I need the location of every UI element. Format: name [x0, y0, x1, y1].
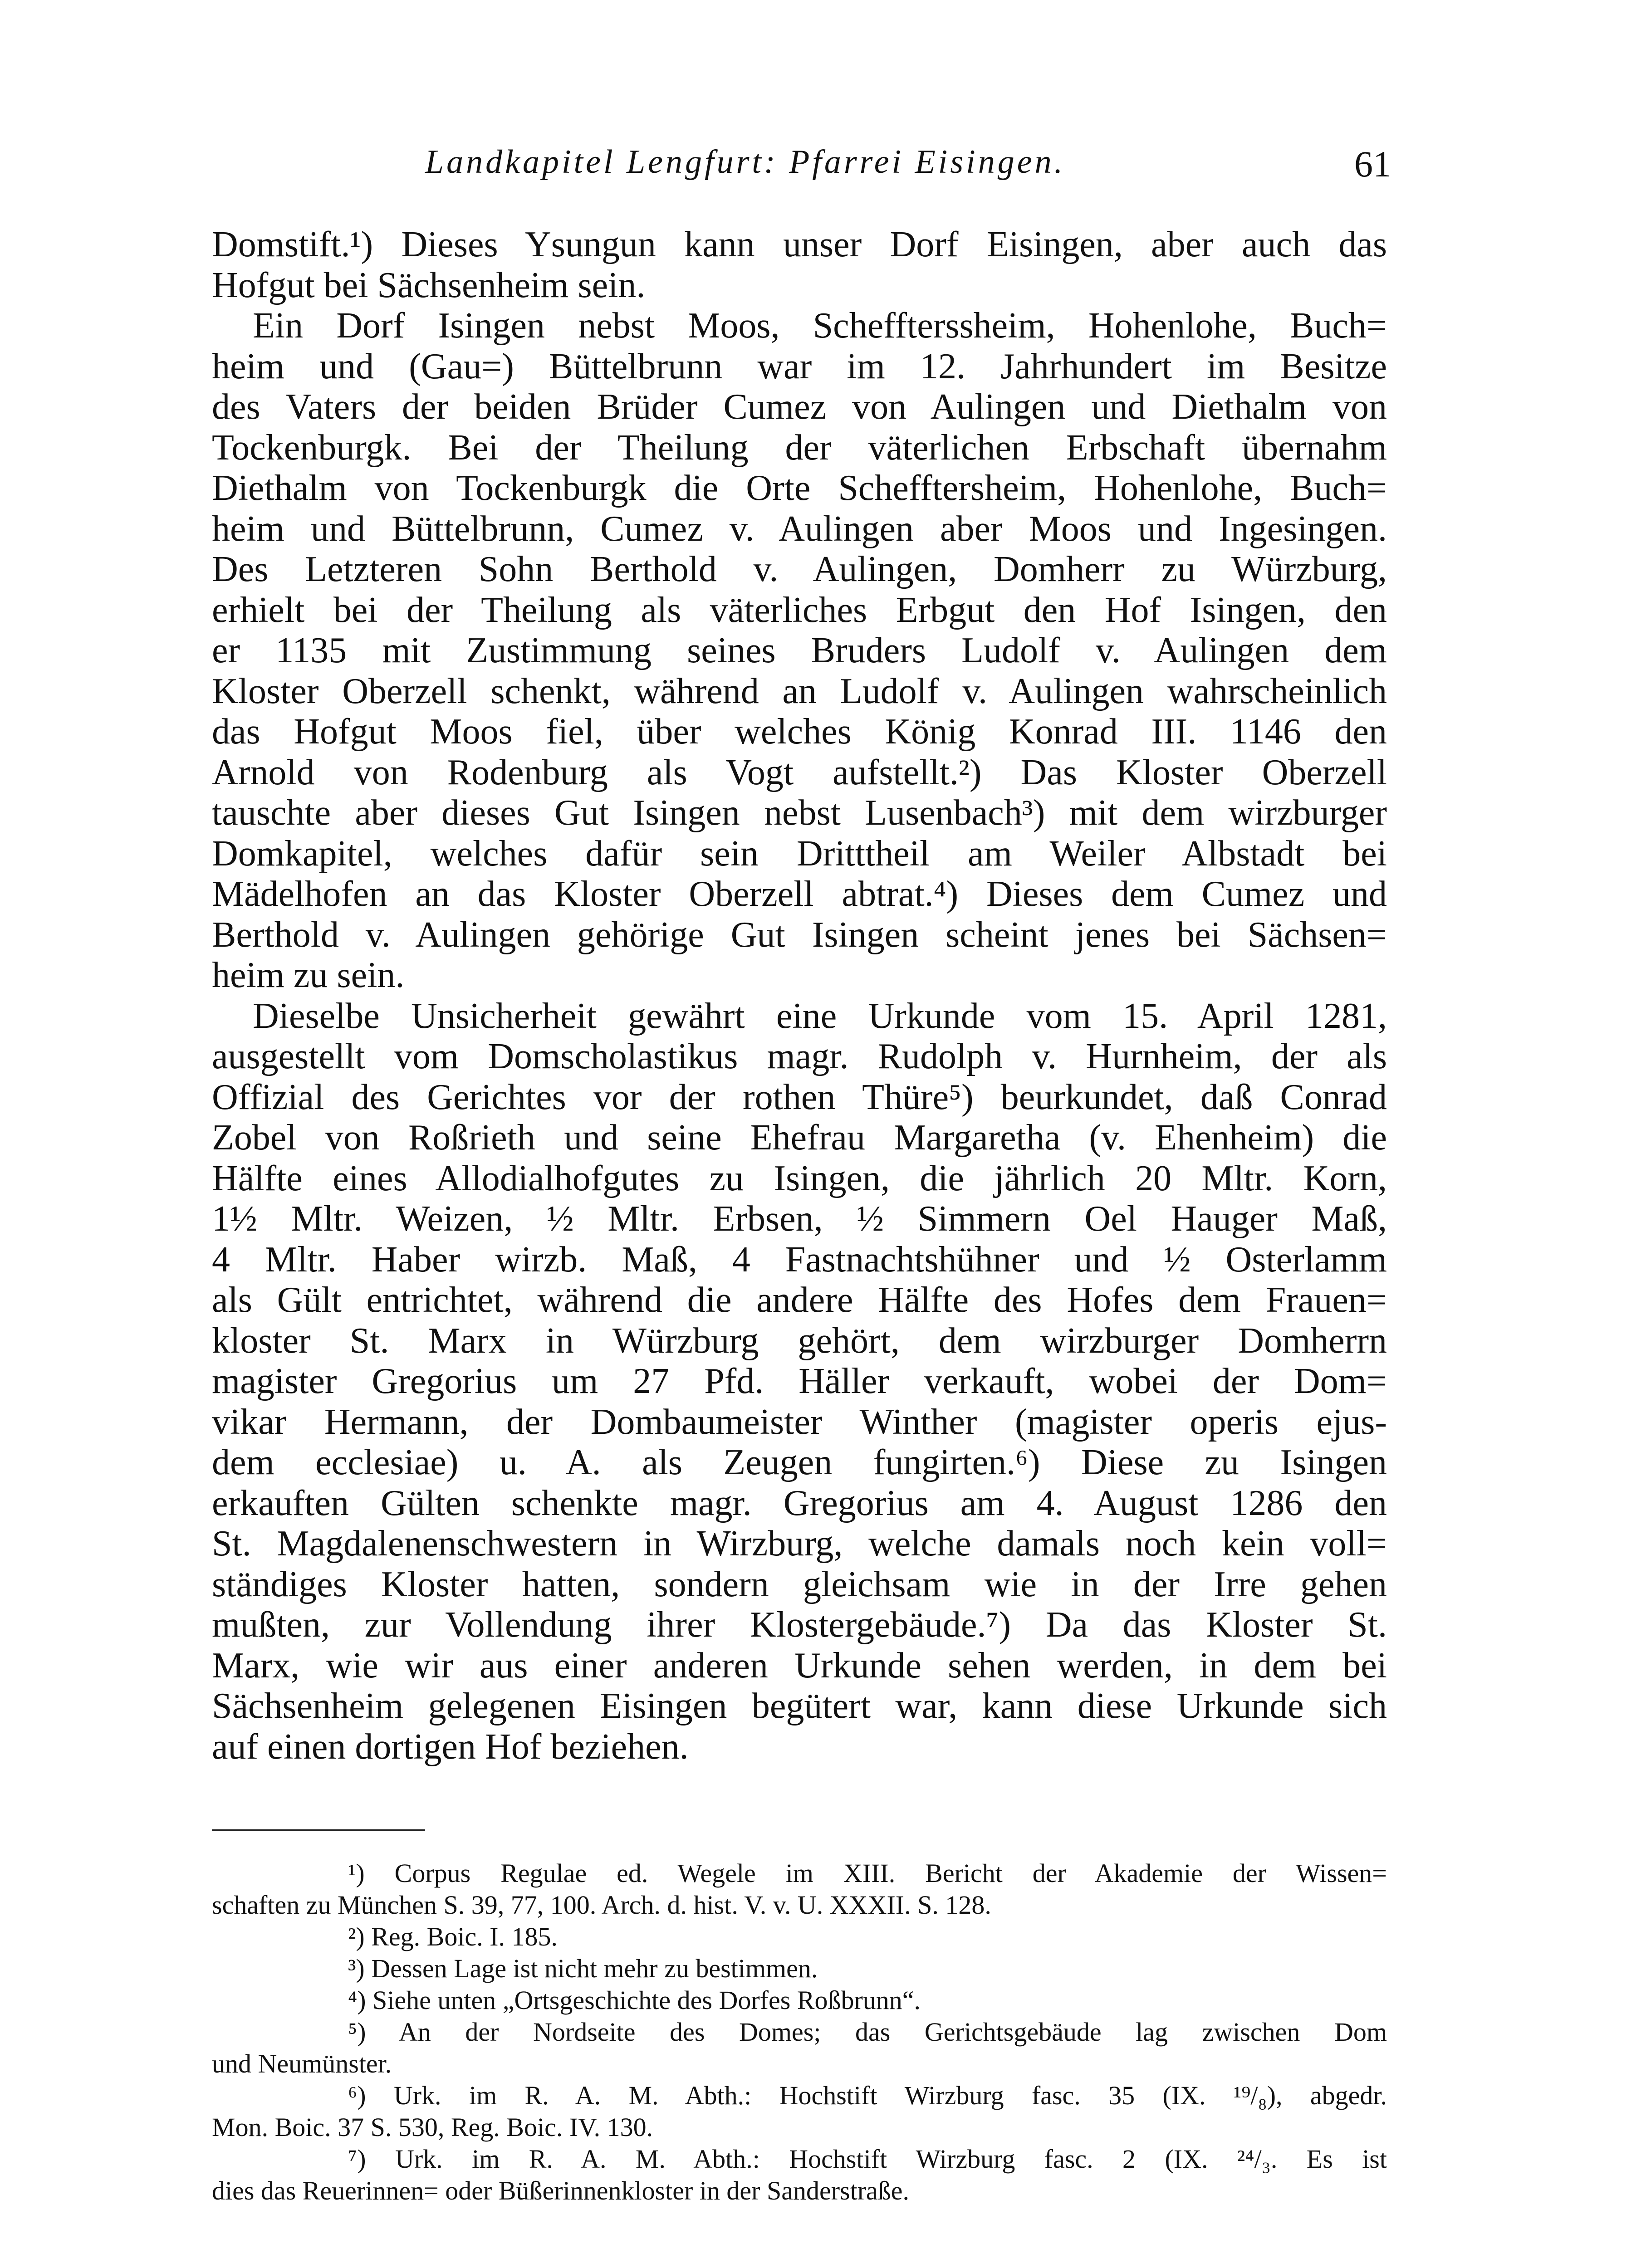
text-line: er 1135 mit Zustimmung seines Bruders Ludolf v. Aulingen dem — [212, 631, 1387, 670]
text-line: Berthold v. Aulingen gehörige Gut Isingen scheint jenes bei Sächsen= — [212, 914, 1387, 955]
text-line: Arnold von Rodenburg als Vogt aufstellt.²) Das Kloster Oberzell — [212, 752, 1387, 792]
footnote-line: ⁵) An der Nordseite des Domes; das Gerichtsgebäude lag zwischen Dom — [348, 2017, 1387, 2047]
text-line: Hofgut bei Sächsenheim sein. — [212, 265, 646, 305]
text-line: Tockenburgk. Bei der Theilung der väterlichen Erbschaft übernahm — [212, 427, 1387, 468]
text-line: das Hofgut Moos fiel, über welches König Konrad III. 1146 den — [212, 712, 1387, 752]
text-line: heim und Büttelbrunn, Cumez v. Aulingen aber Moos und Ingesingen. — [212, 508, 1387, 549]
text-line: auf einen dortigen Hof beziehen. — [212, 1726, 689, 1767]
text-line: Hälfte eines Allodialhofgutes zu Isingen, die jährlich 20 Mltr. Korn, — [212, 1158, 1387, 1198]
footnote — [212, 1921, 1387, 1953]
paragraph — [212, 306, 1387, 996]
footnote-separator — [212, 1829, 425, 1831]
footnote — [212, 2080, 1387, 2143]
footnotes — [212, 1857, 1387, 2207]
text-line: Des Letzteren Sohn Berthold v. Aulingen, Domherr zu Würzburg, — [212, 549, 1387, 589]
paragraph — [212, 225, 1387, 306]
footnote-line: ⁶) Urk. im R. A. M. Abth.: Hochstift Wirzburg fasc. 35 (IX. ¹⁹/₈), abgedr. — [348, 2081, 1387, 2110]
text-line: kloster St. Marx in Würzburg gehört, dem wirzburger Domherrn — [212, 1320, 1387, 1361]
text-line: ständiges Kloster hatten, sondern gleichsam wie in der Irre gehen — [212, 1564, 1387, 1604]
footnote-line: ⁷) Urk. im R. A. M. Abth.: Hochstift Wirzburg fasc. 2 (IX. ²⁴/₃. Es ist — [348, 2144, 1387, 2174]
text-line: Kloster Oberzell schenkt, während an Ludolf v. Aulingen wahrscheinlich — [212, 671, 1387, 711]
footnote-line: schaften zu München S. 39, 77, 100. Arch. d. hist. V. v. U. XXXII. S. 128. — [212, 1890, 991, 1920]
running-title: Landkapitel Lengfurt: Pfarrei Eisingen. — [425, 143, 1066, 181]
footnote-line: dies das Reuerinnen= oder Büßerinnenkloster in der Sanderstraße. — [212, 2176, 910, 2205]
text-line: Zobel von Roßrieth und seine Ehefrau Margaretha (v. Ehenheim) die — [212, 1118, 1387, 1158]
footnote — [212, 1953, 1387, 1984]
text-line: Ein Dorf Isingen nebst Moos, Scheffterssheim, Hohenlohe, Buch= — [253, 306, 1387, 346]
text-line: mußten, zur Vollendung ihrer Klostergebäude.⁷) Da das Kloster St. — [212, 1605, 1387, 1645]
text-line: Offizial des Gerichtes vor der rothen Thüre⁵) beurkundet, daß Conrad — [212, 1077, 1387, 1117]
footnote — [212, 2016, 1387, 2080]
text-line: Domkapitel, welches dafür sein Dritttheil am Weiler Albstadt bei — [212, 833, 1387, 874]
text-line: vikar Hermann, der Dombaumeister Winther (magister operis ejus- — [212, 1402, 1387, 1442]
text-line: magister Gregorius um 27 Pfd. Häller verkauft, wobei der Dom= — [212, 1361, 1387, 1401]
text-line: Domstift.¹) Dieses Ysungun kann unser Dorf Eisingen, aber auch das — [212, 225, 1387, 264]
footnote-line: ⁴) Siehe unten „Ortsgeschichte des Dorfes Roßbrunn“. — [348, 1985, 921, 2015]
paragraph — [212, 996, 1387, 1768]
text-line: heim zu sein. — [212, 955, 405, 995]
text-line: Mädelhofen an das Kloster Oberzell abtrat.⁴) Dieses dem Cumez und — [212, 874, 1387, 914]
footnote-line: ³) Dessen Lage ist nicht mehr zu bestimmen. — [348, 1954, 818, 1983]
text-line: dem ecclesiae) u. A. als Zeugen fungirten.⁶) Diese zu Isingen — [212, 1442, 1387, 1482]
text-line: ausgestellt vom Domscholastikus magr. Rudolph v. Hurnheim, der als — [212, 1036, 1387, 1076]
page-number: 61 — [1354, 143, 1391, 185]
footnote — [212, 1984, 1387, 2016]
text-line: 1½ Mltr. Weizen, ½ Mltr. Erbsen, ½ Simmern Oel Hauger Maß, — [212, 1199, 1387, 1239]
text-line: Marx, wie wir aus einer anderen Urkunde sehen werden, in dem bei — [212, 1645, 1387, 1686]
main-text — [212, 225, 1387, 1767]
footnote — [212, 1857, 1387, 1921]
text-line: erhielt bei der Theilung als väterliches Erbgut den Hof Isingen, den — [212, 590, 1387, 630]
text-line: 4 Mltr. Haber wirzb. Maß, 4 Fastnachtshühner und ½ Osterlamm — [212, 1239, 1387, 1280]
footnote-line: ¹) Corpus Regulae ed. Wegele im XIII. Bericht der Akademie der Wissen= — [348, 1858, 1387, 1888]
text-line: Sächsenheim gelegenen Eisingen begütert war, kann diese Urkunde sich — [212, 1686, 1387, 1726]
footnote — [212, 2143, 1387, 2207]
footnote-line: Mon. Boic. 37 S. 530, Reg. Boic. IV. 130. — [212, 2112, 653, 2142]
text-line: heim und (Gau=) Büttelbrunn war im 12. Jahrhundert im Besitze — [212, 346, 1387, 386]
footnote-line: ²) Reg. Boic. I. 185. — [348, 1922, 558, 1951]
text-line: des Vaters der beiden Brüder Cumez von Aulingen und Diethalm von — [212, 387, 1387, 427]
text-line: St. Magdalenenschwestern in Wirzburg, welche damals noch kein voll= — [212, 1524, 1387, 1564]
text-line: Diethalm von Tockenburgk die Orte Schefftersheim, Hohenlohe, Buch= — [212, 468, 1387, 508]
footnote-line: und Neumünster. — [212, 2049, 392, 2078]
text-line: Dieselbe Unsicherheit gewährt eine Urkunde vom 15. April 1281, — [253, 996, 1387, 1036]
page-header — [212, 143, 1391, 193]
text-line: tauschte aber dieses Gut Isingen nebst Lusenbach³) mit dem wirzburger — [212, 793, 1387, 833]
text-line: erkauften Gülten schenkte magr. Gregorius am 4. August 1286 den — [212, 1483, 1387, 1523]
text-line: als Gült entrichtet, während die andere Hälfte des Hofes dem Frauen= — [212, 1280, 1387, 1320]
